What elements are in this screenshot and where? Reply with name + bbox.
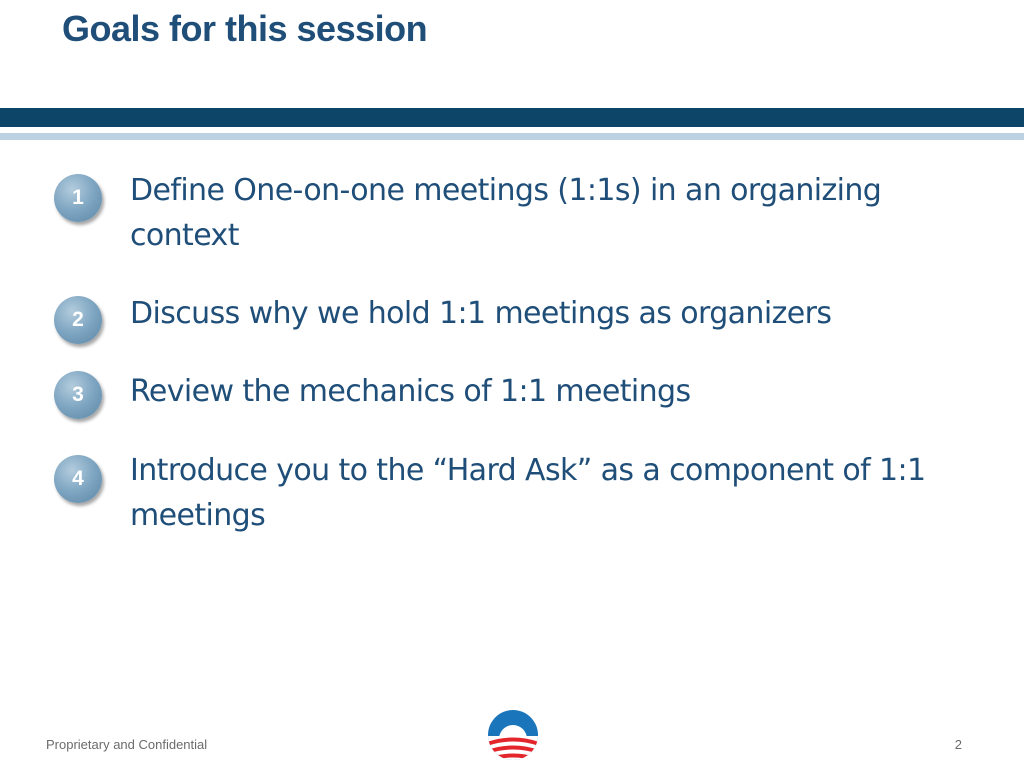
goal-text: Introduce you to the “Hard Ask” as a component of 1:1 meetings (130, 453, 926, 533)
goal-text: Review the mechanics of 1:1 meetings (130, 374, 691, 409)
goal-number-badge: 4 (54, 455, 102, 503)
footer-confidential-label: Proprietary and Confidential (46, 737, 208, 752)
goal-text: Discuss why we hold 1:1 meetings as organizers (130, 296, 832, 331)
header-bar-dark (0, 108, 1024, 127)
page-number: 2 (954, 737, 962, 752)
header-bar-light (0, 133, 1024, 140)
rising-sun-logo-icon (487, 709, 539, 761)
goal-number-badge: 1 (54, 174, 102, 222)
goal-number-badge: 3 (54, 371, 102, 419)
slide-title: Goals for this session (62, 8, 428, 49)
goal-text: Define One-on-one meetings (1:1s) in an organizing context (130, 173, 882, 253)
goal-number-badge: 2 (54, 296, 102, 344)
